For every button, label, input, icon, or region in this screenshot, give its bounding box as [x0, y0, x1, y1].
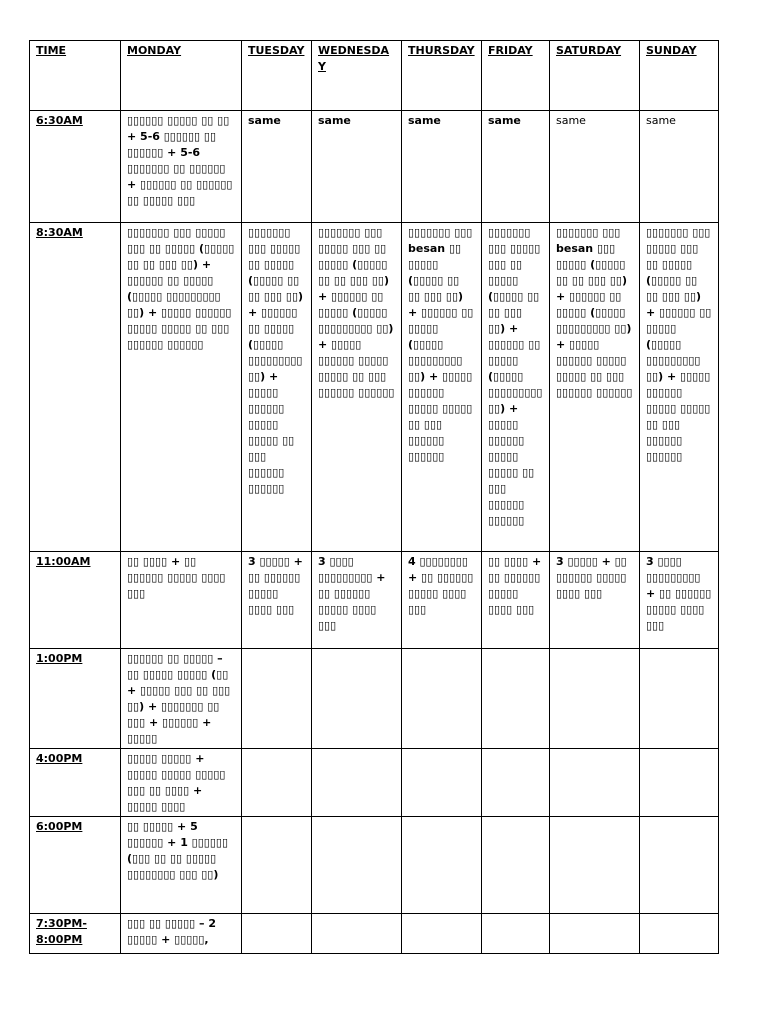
time-cell: 6:30AM — [30, 111, 121, 223]
tuesday-cell: ▯▯▯▯▯▯▯ ▯▯▯ ▯▯▯▯▯ ▯▯ ▯▯▯▯▯ (▯▯▯▯▯ ▯▯ ▯▯ ▯▯▯ ▯▯) + ▯▯▯▯▯▯ ▯▯ ▯▯▯▯▯ (▯▯▯▯▯ ▯▯▯▯▯▯▯▯▯ ▯▯) + ▯▯▯▯▯ ▯▯▯▯▯▯ ▯▯▯▯▯ ▯▯▯▯▯ ▯▯ ▯▯▯ ▯▯▯▯▯▯ ▯▯▯▯▯▯ — [242, 223, 312, 552]
tuesday-cell — [242, 914, 312, 954]
friday-cell — [482, 914, 550, 954]
friday-cell — [482, 649, 550, 749]
thursday-cell — [402, 817, 482, 914]
monday-cell: ▯▯▯▯▯ ▯▯▯▯▯ + ▯▯▯▯▯ ▯▯▯▯▯ ▯▯▯▯▯ ▯▯▯ ▯▯ ▯▯▯▯ + ▯▯▯▯▯ ▯▯▯▯ — [121, 749, 242, 817]
table-row — [30, 914, 719, 954]
wednesday-cell — [312, 817, 402, 914]
saturday-cell — [550, 817, 640, 914]
saturday-cell — [550, 914, 640, 954]
header-time: TIME — [30, 41, 121, 111]
header-row — [30, 41, 719, 111]
wednesday-cell — [312, 649, 402, 749]
time-cell: 8:30AM — [30, 223, 121, 552]
header-tuesday: TUESDAY — [242, 41, 312, 111]
sunday-cell — [640, 649, 719, 749]
wednesday-cell — [312, 749, 402, 817]
tuesday-cell: 3 ▯▯▯▯▯ + ▯▯ ▯▯▯▯▯▯ ▯▯▯▯▯ ▯▯▯▯ ▯▯▯ — [242, 552, 312, 649]
friday-cell: same — [482, 111, 550, 223]
time-cell: 1:00PM — [30, 649, 121, 749]
table-row — [30, 223, 719, 552]
thursday-cell: same — [402, 111, 482, 223]
tuesday-cell: same — [242, 111, 312, 223]
header-thursday: THURSDAY — [402, 41, 482, 111]
table-row — [30, 649, 719, 749]
sunday-cell: 3 ▯▯▯▯ ▯▯▯▯▯▯▯▯▯ + ▯▯ ▯▯▯▯▯▯ ▯▯▯▯▯ ▯▯▯▯ ▯▯▯ — [640, 552, 719, 649]
wednesday-cell: same — [312, 111, 402, 223]
diet-schedule-table — [29, 40, 719, 954]
monday-cell: ▯▯ ▯▯▯▯▯ + 5 ▯▯▯▯▯▯ + 1 ▯▯▯▯▯▯ (▯▯▯ ▯▯ ▯▯ ▯▯▯▯▯ ▯▯▯▯▯▯▯▯ ▯▯▯ ▯▯) — [121, 817, 242, 914]
sunday-cell — [640, 914, 719, 954]
sunday-cell — [640, 817, 719, 914]
friday-cell — [482, 817, 550, 914]
saturday-cell — [550, 649, 640, 749]
thursday-cell — [402, 914, 482, 954]
monday-cell: ▯▯ ▯▯▯▯ + ▯▯ ▯▯▯▯▯▯ ▯▯▯▯▯ ▯▯▯▯ ▯▯▯ — [121, 552, 242, 649]
friday-cell — [482, 749, 550, 817]
wednesday-cell: ▯▯▯▯▯▯▯ ▯▯▯ ▯▯▯▯▯ ▯▯▯ ▯▯ ▯▯▯▯▯ (▯▯▯▯▯ ▯▯ ▯▯ ▯▯▯ ▯▯) + ▯▯▯▯▯▯ ▯▯ ▯▯▯▯▯ (▯▯▯▯▯ ▯▯▯▯▯▯▯▯▯ ▯▯) + ▯▯▯▯▯ ▯▯▯▯▯▯ ▯▯▯▯▯ ▯▯▯▯▯ ▯▯ ▯▯▯ ▯▯▯▯▯▯ ▯▯▯▯▯▯ — [312, 223, 402, 552]
monday-cell: ▯▯▯▯▯▯ ▯▯▯▯▯ ▯▯ ▯▯ + 5-6 ▯▯▯▯▯▯ ▯▯ ▯▯▯▯▯▯ + 5-6 ▯▯▯▯▯▯▯ ▯▯ ▯▯▯▯▯▯ + ▯▯▯▯▯▯ ▯▯ ▯▯▯▯▯▯ ▯▯ ▯▯▯▯▯ ▯▯▯ — [121, 111, 242, 223]
saturday-cell: 3 ▯▯▯▯▯ + ▯▯ ▯▯▯▯▯▯ ▯▯▯▯▯ ▯▯▯▯ ▯▯▯ — [550, 552, 640, 649]
wednesday-cell — [312, 914, 402, 954]
table-row — [30, 552, 719, 649]
saturday-cell: same — [550, 111, 640, 223]
tuesday-cell — [242, 749, 312, 817]
wednesday-cell: 3 ▯▯▯▯ ▯▯▯▯▯▯▯▯▯ + ▯▯ ▯▯▯▯▯▯ ▯▯▯▯▯ ▯▯▯▯ ▯▯▯ — [312, 552, 402, 649]
thursday-cell — [402, 749, 482, 817]
table-row — [30, 817, 719, 914]
thursday-cell: 4 ▯▯▯▯▯▯▯▯ + ▯▯ ▯▯▯▯▯▯ ▯▯▯▯▯ ▯▯▯▯ ▯▯▯ — [402, 552, 482, 649]
thursday-cell — [402, 649, 482, 749]
thursday-cell: ▯▯▯▯▯▯▯ ▯▯▯ besan ▯▯ ▯▯▯▯▯ (▯▯▯▯▯ ▯▯ ▯▯ ▯▯▯ ▯▯) + ▯▯▯▯▯▯ ▯▯ ▯▯▯▯▯ (▯▯▯▯▯ ▯▯▯▯▯▯▯▯▯ ▯▯) + ▯▯▯▯▯ ▯▯▯▯▯▯ ▯▯▯▯▯ ▯▯▯▯▯ ▯▯ ▯▯▯ ▯▯▯▯▯▯ ▯▯▯▯▯▯ — [402, 223, 482, 552]
sunday-cell: ▯▯▯▯▯▯▯ ▯▯▯ ▯▯▯▯▯ ▯▯▯ ▯▯ ▯▯▯▯▯ (▯▯▯▯▯ ▯▯ ▯▯ ▯▯▯ ▯▯) + ▯▯▯▯▯▯ ▯▯ ▯▯▯▯▯ (▯▯▯▯▯ ▯▯▯▯▯▯▯▯▯ ▯▯) + ▯▯▯▯▯ ▯▯▯▯▯▯ ▯▯▯▯▯ ▯▯▯▯▯ ▯▯ ▯▯▯ ▯▯▯▯▯▯ ▯▯▯▯▯▯ — [640, 223, 719, 552]
monday-cell: ▯▯▯▯▯▯▯ ▯▯▯ ▯▯▯▯▯ ▯▯▯ ▯▯ ▯▯▯▯▯ (▯▯▯▯▯ ▯▯ ▯▯ ▯▯▯ ▯▯) + ▯▯▯▯▯▯ ▯▯ ▯▯▯▯▯ (▯▯▯▯▯ ▯▯▯▯▯▯▯▯▯ ▯▯) + ▯▯▯▯▯ ▯▯▯▯▯▯ ▯▯▯▯▯ ▯▯▯▯▯ ▯▯ ▯▯▯ ▯▯▯▯▯▯ ▯▯▯▯▯▯ — [121, 223, 242, 552]
saturday-cell — [550, 749, 640, 817]
friday-cell: ▯▯▯▯▯▯▯ ▯▯▯ ▯▯▯▯▯ ▯▯▯ ▯▯ ▯▯▯▯▯ (▯▯▯▯▯ ▯▯ ▯▯ ▯▯▯ ▯▯) + ▯▯▯▯▯▯ ▯▯ ▯▯▯▯▯ (▯▯▯▯▯ ▯▯▯▯▯▯▯▯▯ ▯▯) + ▯▯▯▯▯ ▯▯▯▯▯▯ ▯▯▯▯▯ ▯▯▯▯▯ ▯▯ ▯▯▯ ▯▯▯▯▯▯ ▯▯▯▯▯▯ — [482, 223, 550, 552]
header-friday: FRIDAY — [482, 41, 550, 111]
friday-cell: ▯▯ ▯▯▯▯ + ▯▯ ▯▯▯▯▯▯ ▯▯▯▯▯ ▯▯▯▯ ▯▯▯ — [482, 552, 550, 649]
header-saturday: SATURDAY — [550, 41, 640, 111]
time-cell: 7:30PM-8:00PM — [30, 914, 121, 954]
tuesday-cell — [242, 817, 312, 914]
tuesday-cell — [242, 649, 312, 749]
table-row — [30, 749, 719, 817]
time-cell: 11:00AM — [30, 552, 121, 649]
header-sunday: SUNDAY — [640, 41, 719, 111]
time-cell: 6:00PM — [30, 817, 121, 914]
sunday-cell: same — [640, 111, 719, 223]
header-wednesday: WEDNESDAY — [312, 41, 402, 111]
monday-cell: ▯▯▯▯▯▯ ▯▯ ▯▯▯▯▯ – ▯▯ ▯▯▯▯▯ ▯▯▯▯▯ (▯▯ + ▯▯▯▯▯ ▯▯▯ ▯▯ ▯▯▯ ▯▯) + ▯▯▯▯▯▯▯ ▯▯ ▯▯▯ + ▯▯▯▯▯▯ + ▯▯▯▯▯ — [121, 649, 242, 749]
table-row — [30, 111, 719, 223]
sunday-cell — [640, 749, 719, 817]
monday-cell: ▯▯▯ ▯▯ ▯▯▯▯▯ – 2 ▯▯▯▯▯ + ▯▯▯▯▯, — [121, 914, 242, 954]
saturday-cell: ▯▯▯▯▯▯▯ ▯▯▯ besan ▯▯▯ ▯▯▯▯▯ (▯▯▯▯▯ ▯▯ ▯▯ ▯▯▯ ▯▯) + ▯▯▯▯▯▯ ▯▯ ▯▯▯▯▯ (▯▯▯▯▯ ▯▯▯▯▯▯▯▯▯ ▯▯) + ▯▯▯▯▯ ▯▯▯▯▯▯ ▯▯▯▯▯ ▯▯▯▯▯ ▯▯ ▯▯▯ ▯▯▯▯▯▯ ▯▯▯▯▯▯ — [550, 223, 640, 552]
time-cell: 4:00PM — [30, 749, 121, 817]
header-monday: MONDAY — [121, 41, 242, 111]
